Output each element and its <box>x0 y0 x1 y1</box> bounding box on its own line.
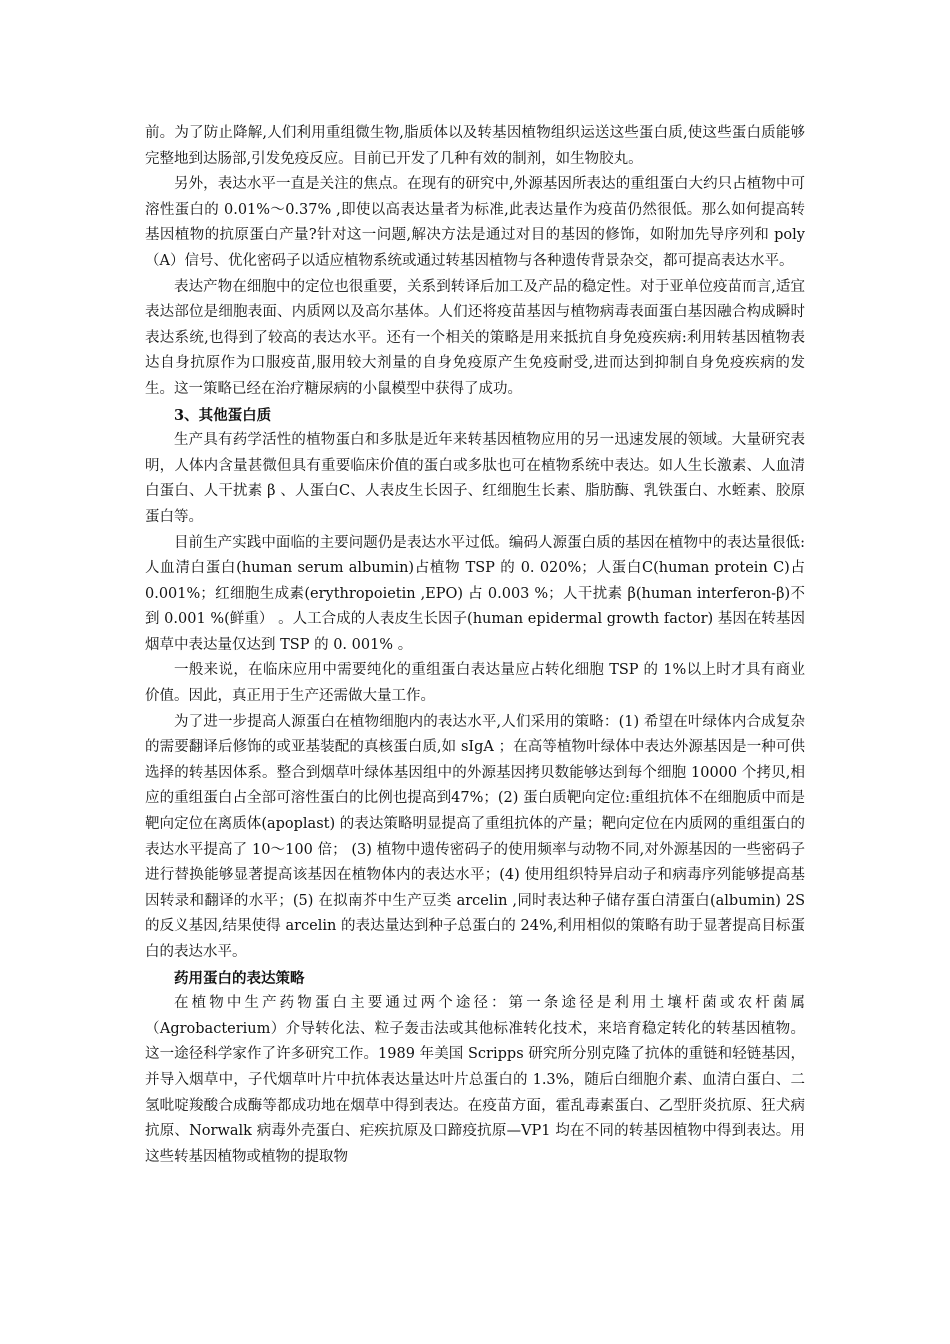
paragraph-5: 目前生产实践中面临的主要问题仍是表达水平过低。编码人源蛋白质的基因在植物中的表达量很低:人血清白蛋白(human serum albumin)占植物 TSP 的 0. 020%；人蛋白C(human protein C)占 0.001%；红细胞生成素(erythropoietin ,EPO) 占 0.003 %；人干扰素 β(human interferon-β)不到 0.001 %(鲜重） 。人工合成的人表皮生长因子(human epidermal growth factor) 基因在转基因烟草中表达量仅达到 TSP 的 0. 001% 。 <box>145 534 805 653</box>
paragraph-2: 另外，表达水平一直是关注的焦点。在现有的研究中,外源基因所表达的重组蛋白大约只占植物中可溶性蛋白的 0.01%～0.37% ,即使以高表达量者为标准,此表达量作为疫苗仍然很低。那么如何提高转基因植物的抗原蛋白产量?针对这一问题,解决方法是通过对目的基因的修饰，如附加先导序列和 poly（A）信号、优化密码子以适应植物系统或通过转基因植物与各种遗传背景杂交，都可提高表达水平。 <box>145 176 805 269</box>
paragraph-3: 表达产物在细胞中的定位也很重要，关系到转译后加工及产品的稳定性。对于亚单位疫苗而言,适宜表达部位是细胞表面、内质网以及高尔基体。人们还将疫苗基因与植物病毒表面蛋白基因融合构成瞬时表达系统,也得到了较高的表达水平。还有一个相关的策略是用来抵抗自身免疫疾病:利用转基因植物表达自身抗原作为口服疫苗,服用较大剂量的自身免疫原产生免疫耐受,进而达到抑制自身免疫疾病的发生。这一策略已经在治疗糖尿病的小鼠模型中获得了成功。 <box>145 278 805 397</box>
paragraph-7: 为了进一步提高人源蛋白在植物细胞内的表达水平,人们采用的策略：(1) 希望在叶绿体内合成复杂的需要翻译后修饰的或亚基装配的真核蛋白质,如 sIgA ；在高等植物叶绿体中表达外源基因是一种可供选择的转基因体系。整合到烟草叶绿体基因组中的外源基因拷贝数能够达到每个细胞 10000 个拷贝,相应的重组蛋白占全部可溶性蛋白的比例也提高到47%；(2) 蛋白质靶向定位:重组抗体不在细胞质中而是靶向定位在离质体(apoplast) 的表达策略明显提高了重组抗体的产量；靶向定位在内质网的重组蛋白的表达水平提高了 10～100 倍； (3) 植物中遗传密码子的使用频率与动物不同,对外源基因的一些密码子进行替换能够显著提高该基因在植物体内的表达水平；(4) 使用组织特异启动子和病毒序列能够提高基因转录和翻译的水平；(5) 在拟南芥中生产豆类 arcelin ,同时表达种子储存蛋白清蛋白(albumin) 2S 的反义基因,结果使得 arcelin 的表达量达到种子总蛋白的 24%,利用相似的策略有助于显著提高目标蛋白的表达水平。 <box>145 713 805 960</box>
section-heading-expression-strategy: 药用蛋白的表达策略 <box>174 969 305 987</box>
paragraph-4: 生产具有药学活性的植物蛋白和多肽是近年来转基因植物应用的另一迅速发展的领域。大量研究表明，人体内含量甚微但具有重要临床价值的蛋白或多肽也可在植物系统中表达。如人生长激素、人血清白蛋白、人干扰素 β 、人蛋白C、人表皮生长因子、红细胞生长素、脂肪酶、乳铁蛋白、水蛭素、胶原蛋白等。 <box>145 432 805 525</box>
document-page <box>145 121 805 1170</box>
paragraph-8: 在植物中生产药物蛋白主要通过两个途径：第一条途径是利用土壤杆菌或农杆菌属（Agrobacterium）介导转化法、粒子轰击法或其他标准转化技术，来培育稳定转化的转基因植物。这一途径科学家作了许多研究工作。1989 年美国 Scripps 研究所分别克隆了抗体的重链和轻链基因，并导入烟草中，子代烟草叶片中抗体表达量达叶片总蛋白的 1.3%，随后白细胞介素、血清白蛋白、二氢吡啶羧酸合成酶等都成功地在烟草中得到表达。在疫苗方面，霍乱毒素蛋白、乙型肝炎抗原、狂犬病抗原、Norwalk 病毒外壳蛋白、疟疾抗原及口蹄疫抗原—VP1 均在不同的转基因植物中得到表达。用这些转基因植物或植物的提取物 <box>145 995 805 1165</box>
paragraph-6: 一般来说，在临床应用中需要纯化的重组蛋白表达量应占转化细胞 TSP 的 1%以上时才具有商业价值。因此，真正用于生产还需做大量工作。 <box>145 662 805 705</box>
section-heading-other-proteins: 3、其他蛋白质 <box>174 406 272 424</box>
paragraph-1: 前。为了防止降解,人们利用重组微生物,脂质体以及转基因植物组织运送这些蛋白质,使这些蛋白质能够完整地到达肠部,引发免疫反应。目前已开发了几种有效的制剂，如生物胶丸。 <box>145 125 805 167</box>
